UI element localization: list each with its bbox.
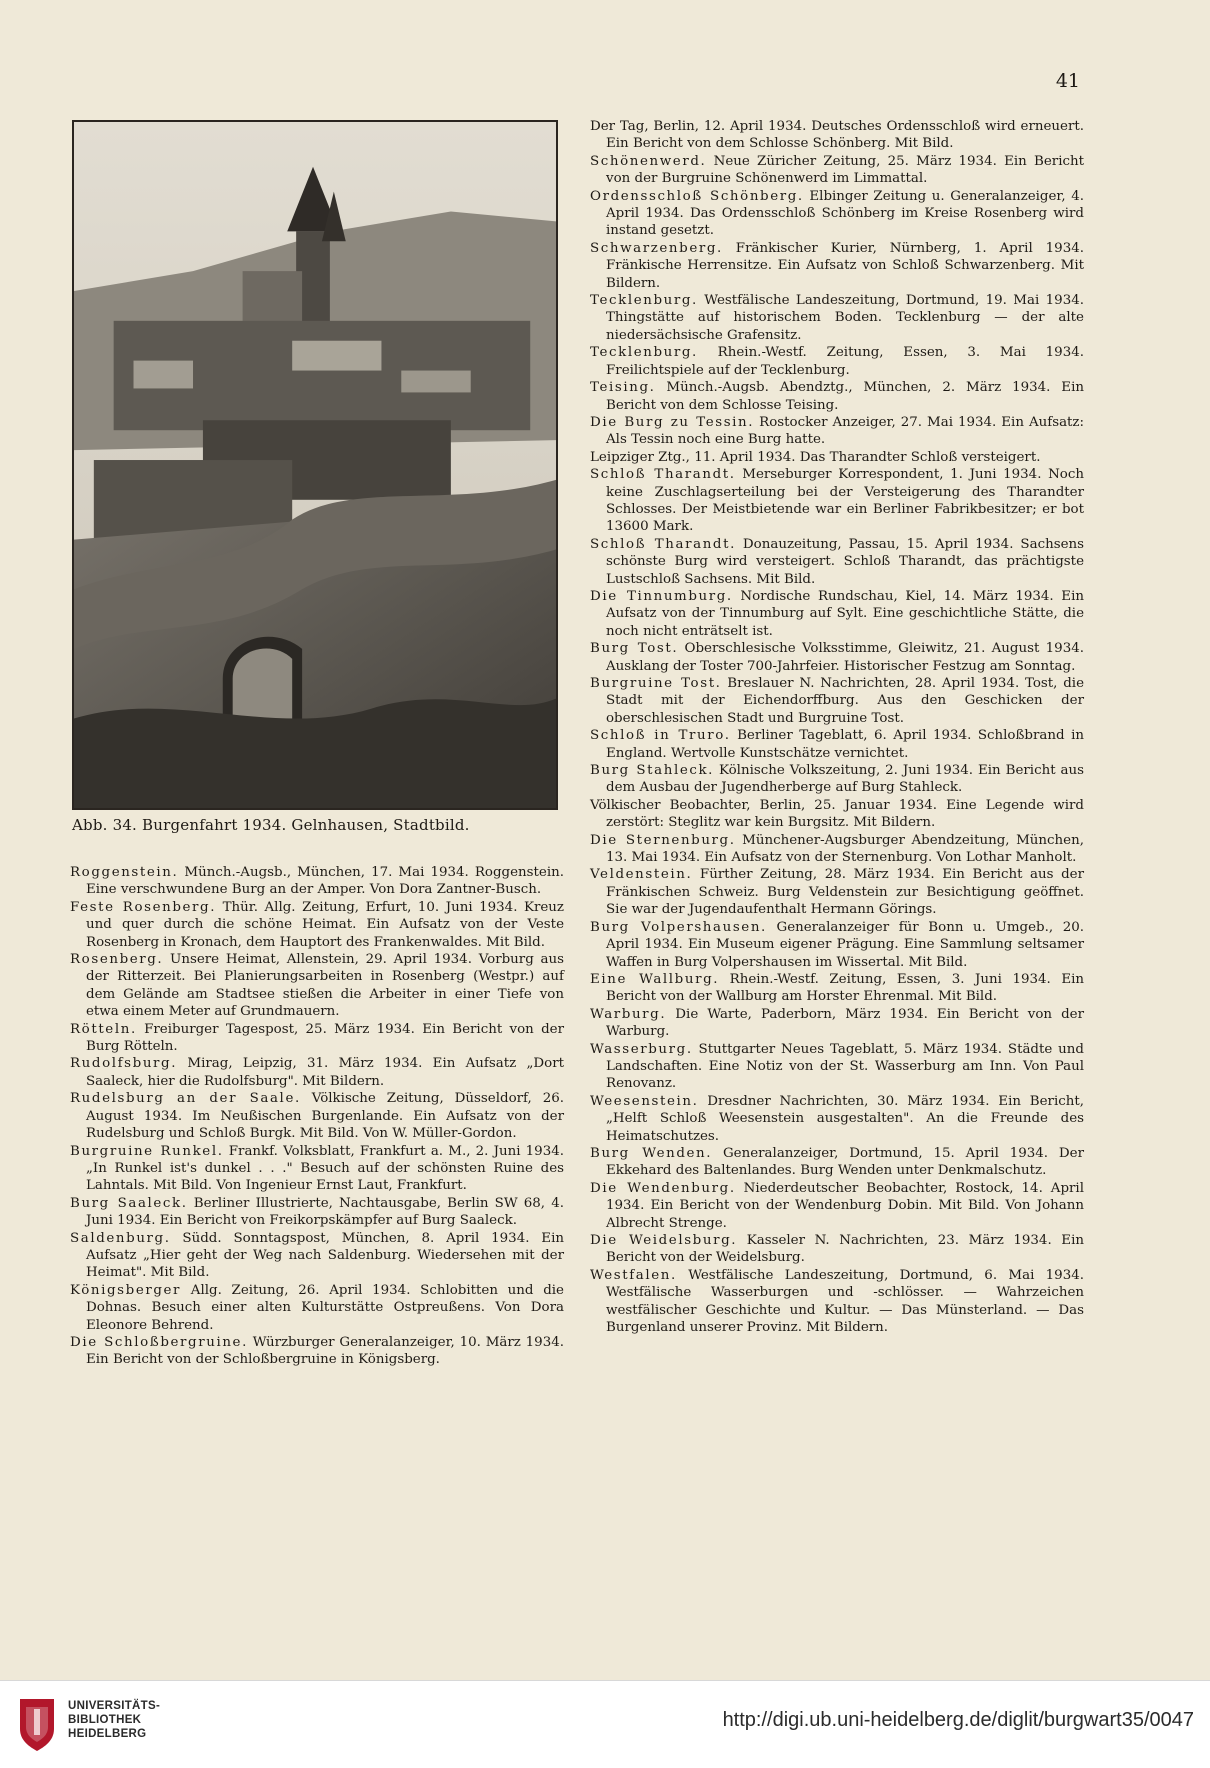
bibliography-entry [590, 866, 1084, 918]
entry-keyword: Die Wendenburg. [590, 1180, 736, 1196]
entry-keyword: Burgruine Tost. [590, 676, 722, 691]
entry-keyword: Die Sternenburg. [590, 832, 736, 848]
entry-text: Südd. Sonntagspost, München, 8. April 1934. Ein Aufsatz „Hier geht der Weg nach Saldenburg. Wiedersehen mit der Heimat". Mit Bild. [86, 1230, 564, 1281]
bibliography-entry [590, 449, 1084, 466]
entry-keyword: Burgruine Runkel. [70, 1143, 224, 1159]
entry-keyword: Saldenburg. [70, 1230, 171, 1246]
bibliography-entry [70, 1334, 564, 1369]
entry-text: Stuttgarter Neues Tageblatt, 5. März 1934. Städte und Landschaften. Eine Notiz von der St. Wasserburg am Inn. Von Paul Renovanz. [606, 1041, 1084, 1092]
entry-text: Würzburger Generalanzeiger, 10. März 1934. Ein Bericht von der Schloßbergruine in Königsberg. [86, 1334, 564, 1368]
entry-text: Unsere Heimat, Allenstein, 29. April 1934. Vorburg aus der Ritterzeit. Bei Planierungsarbeiten in Rosenberg (Westpr.) auf dem Gelände am Stadtsee stießen die Arbeiter in einer Tiefe von etwa einem Meter auf Grundmauern. [86, 952, 564, 1020]
bibliography-entry [70, 1195, 564, 1230]
source-url-link[interactable]: http://digi.ub.uni-heidelberg.de/diglit/burgwart35/0047 [722, 1709, 1194, 1731]
entry-keyword: Schloß in Truro. [590, 728, 731, 744]
entry-text: Völkische Zeitung, Düsseldorf, 26. August 1934. Im Neußischen Burgenlande. Ein Aufsatz von der Rudelsburg und Schloß Burgk. Mit Bild. Von W. Müller-Gordon. [86, 1091, 564, 1142]
bibliography-entry [590, 1041, 1084, 1093]
entry-text: Oberschlesische Volksstimme, Gleiwitz, 21. August 1934. Ausklang der Toster 700-Jahrfeier. Historischer Festzug am Sonntag. [606, 641, 1085, 674]
entry-text: Rhein.-Westf. Zeitung, Essen, 3. Mai 1934. Freilichtspiele auf der Tecklenburg. [606, 345, 1084, 378]
entry-text: Thür. Allg. Zeitung, Erfurt, 10. Juni 1934. Kreuz und quer durch die schöne Heimat. Ein Aufsatz von der Veste Rosenberg in Kronach, dem Hauptort des Frankenwaldes. Mit Bild. [86, 899, 564, 950]
entry-keyword: Rosenberg. [70, 952, 164, 968]
entry-text: Westfälische Landeszeitung, Dortmund, 6. Mai 1934. Westfälische Wasserburgen und -schlösser. — Wahrzeichen westfälischer Geschichte und Kultur. — Das Münsterland. — Das Burgenland unserer Provinz. Mit Bildern. [606, 1267, 1084, 1336]
entry-text: Leipziger Ztg., 11. April 1934. Das Tharandter Schloß versteigert. [590, 449, 1041, 465]
bibliography-entry [70, 899, 564, 951]
bibliography-entry [590, 344, 1084, 379]
entry-keyword: Königsberger [70, 1282, 182, 1298]
entry-text: Neue Züricher Zeitung, 25. März 1934. Ein Bericht von der Burgruine Schönenwerd im Limmattal. [606, 153, 1084, 187]
bibliography-entry [590, 588, 1084, 640]
bibliography-entry [70, 1282, 564, 1334]
entry-keyword: Burg Wenden. [590, 1145, 713, 1161]
entry-keyword: Burg Saaleck. [70, 1195, 188, 1211]
university-seal-icon [14, 1695, 60, 1753]
entry-text: Generalanzeiger für Bonn u. Umgeb., 20. April 1934. Ein Museum eigener Prägung. Eine Sammlung seltsamer Waffen in Burg Volpershausen im Wissertal. Mit Bild. [606, 919, 1084, 970]
bibliography-entry [590, 1006, 1084, 1041]
entry-text: Fränkischer Kurier, Nürnberg, 1. April 1934. Fränkische Herrensitze. Ein Aufsatz von Schloß Schwarzenberg. Mit Bildern. [606, 240, 1084, 291]
bibliography-entry [590, 971, 1084, 1006]
entry-keyword: Feste Rosenberg. [70, 899, 217, 915]
logo-line-3: HEIDELBERG [68, 1728, 147, 1740]
bibliography-entry [590, 762, 1084, 797]
library-name [68, 1699, 160, 1741]
bibliography-entry [590, 153, 1084, 188]
bibliography-entry [70, 1055, 564, 1090]
library-logo[interactable] [14, 1695, 214, 1755]
footer-bar [0, 1680, 1210, 1768]
bibliography-entry [590, 640, 1084, 675]
bibliography-entry [590, 379, 1084, 414]
page-number: 41 [1055, 70, 1080, 92]
entry-keyword: Rötteln. [70, 1021, 137, 1037]
bibliography-entry [590, 466, 1084, 536]
entry-text: Merseburger Korrespondent, 1. Juni 1934. Noch keine Zuschlagserteilung bei der Versteigerung des Tharandter Schlosses. Der Meistbietende war ein Berliner Fabrikbesitzer; er bot 13600 Mark. [606, 467, 1084, 535]
entry-text: Breslauer N. Nachrichten, 28. April 1934. Tost, die Stadt mit der Eichendorffburg. Aus den Geschicken der oberschlesischen Stadt und Burgruine Tost. [606, 676, 1084, 726]
entry-keyword: Die Weidelsburg. [590, 1233, 738, 1248]
entry-text: Kasseler N. Nachrichten, 23. März 1934. Ein Bericht von der Weidelsburg. [606, 1233, 1084, 1266]
entry-text: Rostocker Anzeiger, 27. Mai 1934. Ein Aufsatz: Als Tessin noch eine Burg hatte. [606, 414, 1085, 448]
entry-keyword: Tecklenburg. [590, 345, 698, 361]
left-column [70, 864, 564, 1369]
entry-keyword: Ordensschloß Schönberg. [590, 188, 804, 204]
bibliography-entry [590, 797, 1084, 832]
bibliography-entry [590, 188, 1084, 240]
bibliography-entry [590, 727, 1084, 762]
entry-text: Völkischer Beobachter, Berlin, 25. Januar 1934. Eine Legende wird zerstört: Steglitz war kein Burgsitz. Mit Bildern. [590, 797, 1084, 831]
entry-text: Westfälische Landeszeitung, Dortmund, 19. Mai 1934. Thingstätte auf historischem Boden. Tecklenburg — der alte niedersächsische Grafensitz. [606, 293, 1084, 343]
entry-keyword: Schwarzenberg. [590, 240, 723, 256]
bibliography-entry [70, 864, 564, 899]
bibliography-entry [590, 675, 1084, 727]
entry-text: Der Tag, Berlin, 12. April 1934. Deutsches Ordensschloß wird erneuert. Ein Bericht von dem Schlosse Schönberg. Mit Bild. [590, 119, 1084, 152]
entry-keyword: Warburg. [590, 1006, 667, 1022]
logo-line-1: UNIVERSITÄTS- [68, 1700, 161, 1712]
bibliography-entry [590, 1267, 1084, 1337]
photograph-gelnhausen [72, 120, 558, 810]
right-column [590, 118, 1084, 1336]
entry-text: Berliner Tageblatt, 6. April 1934. Schloßbrand in England. Wertvolle Kunstschätze vernichtet. [606, 728, 1085, 761]
entry-text: Berliner Illustrierte, Nachtausgabe, Berlin SW 68, 4. Juni 1934. Ein Bericht von Freikorpskämpfer auf Burg Saaleck. [86, 1195, 564, 1229]
entry-text: Nordische Rundschau, Kiel, 14. März 1934. Ein Aufsatz von der Tinnumburg auf Sylt. Eine geschichtliche Stätte, die noch nicht enträtselt ist. [606, 588, 1084, 639]
bibliography-entry [70, 1021, 564, 1056]
entry-text: Fürther Zeitung, 28. März 1934. Ein Bericht aus der Fränkischen Schweiz. Burg Veldenstein zur Besichtigung geöffnet. Sie war der Jugendaufenthalt Hermann Görings. [606, 867, 1084, 918]
entry-keyword: Westfalen. [590, 1267, 677, 1283]
logo-line-2: BIBLIOTHEK [68, 1714, 142, 1726]
entry-keyword: Die Schloßbergruine. [70, 1334, 248, 1350]
entry-text: Kölnische Volkszeitung, 2. Juni 1934. Ein Bericht aus dem Ausbau der Jugendherberge auf Burg Stahleck. [606, 763, 1084, 796]
entry-keyword: Die Tinnumburg. [590, 588, 733, 604]
entry-text: Frankf. Volksblatt, Frankfurt a. M., 2. Juni 1934. „In Runkel ist's dunkel . . ." Besuch auf der schönsten Ruine des Lahntals. Mit Bild. Von Ingenieur Ernst Laut, Frankfurt. [86, 1143, 564, 1194]
entry-text: Freiburger Tagespost, 25. März 1934. Ein Bericht von der Burg Rötteln. [86, 1021, 564, 1055]
figure-caption: Abb. 34. Burgenfahrt 1934. Gelnhausen, Stadtbild. [72, 816, 470, 834]
bibliography-entry [590, 1180, 1084, 1232]
entry-keyword: Teising. [590, 380, 656, 396]
entry-keyword: Rudolfsburg. [70, 1056, 178, 1072]
bibliography-entry [70, 1230, 564, 1282]
bibliography-entry [590, 1232, 1084, 1267]
entry-keyword: Burg Volpershausen. [590, 919, 767, 935]
entry-keyword: Eine Wallburg. [590, 971, 720, 987]
entry-keyword: Die Burg zu Tessin. [590, 414, 755, 430]
entry-text: Münch.-Augsb., München, 17. Mai 1934. Roggenstein. Eine verschwundene Burg an der Amper. Von Dora Zantner-Busch. [86, 865, 564, 898]
entry-text: Die Warte, Paderborn, März 1934. Ein Bericht von der Warburg. [606, 1006, 1084, 1040]
entry-keyword: Wasserburg. [590, 1041, 693, 1057]
entry-keyword: Tecklenburg. [590, 293, 698, 309]
entry-text: Allg. Zeitung, 26. April 1934. Schlobitten und die Dohnas. Besuch einer alten Kulturstätte Ostpreußens. Von Dora Eleonore Behrend. [86, 1282, 564, 1333]
entry-keyword: Schönenwerd. [590, 153, 707, 169]
entry-keyword: Burg Stahleck. [590, 763, 715, 779]
bibliography-entry [590, 118, 1084, 153]
entry-keyword: Schloß Tharandt. [590, 536, 736, 552]
entry-text: Dresdner Nachrichten, 30. März 1934. Ein Bericht, „Helft Schloß Weesenstein ausgestalten". An die Freunde des Heimatschutzes. [606, 1093, 1084, 1144]
entry-keyword: Roggenstein. [70, 865, 179, 880]
entry-text: Generalanzeiger, Dortmund, 15. April 1934. Der Ekkehard des Baltenlandes. Burg Wenden unter Denkmalschutz. [606, 1145, 1084, 1179]
bibliography-entry [590, 536, 1084, 588]
entry-keyword: Schloß Tharandt. [590, 467, 736, 483]
entry-text: Münchener-Augsburger Abendzeitung, München, 13. Mai 1934. Ein Aufsatz von der Sternenburg. Von Lothar Manholt. [606, 832, 1084, 866]
bibliography-entry [590, 292, 1084, 344]
entry-keyword: Weesenstein. [590, 1093, 699, 1109]
bibliography-entry [70, 1090, 564, 1142]
bibliography-entry [590, 832, 1084, 867]
entry-text: Mirag, Leipzig, 31. März 1934. Ein Aufsatz „Dort Saaleck, hier die Rudolfsburg". Mit Bildern. [86, 1056, 564, 1089]
bibliography-entry [590, 240, 1084, 292]
entry-text: Niederdeutscher Beobachter, Rostock, 14. April 1934. Ein Bericht von der Wendenburg Dobin. Mit Bild. Von Johann Albrecht Strenge. [606, 1180, 1084, 1231]
entry-text: Münch.-Augsb. Abendztg., München, 2. März 1934. Ein Bericht von dem Schlosse Teising. [606, 380, 1084, 413]
bibliography-entry [70, 951, 564, 1021]
bibliography-entry [590, 919, 1084, 971]
photo-illustration [74, 122, 556, 808]
bibliography-entry [590, 1145, 1084, 1180]
entry-keyword: Rudelsburg an der Saale. [70, 1091, 301, 1107]
bibliography-entry [590, 1093, 1084, 1145]
entry-keyword: Burg Tost. [590, 641, 679, 657]
bibliography-entry [70, 1143, 564, 1195]
entry-keyword: Veldenstein. [590, 867, 693, 883]
entry-text: Elbinger Zeitung u. Generalanzeiger, 4. April 1934. Das Ordensschloß Schönberg im Kreise Rosenberg wird instand gesetzt. [606, 188, 1084, 239]
entry-text: Rhein.-Westf. Zeitung, Essen, 3. Juni 1934. Ein Bericht von der Wallburg am Horster Ehrenmal. Mit Bild. [606, 971, 1085, 1005]
entry-text: Donauzeitung, Passau, 15. April 1934. Sachsens schönste Burg wird versteigert. Schloß Tharandt, das prächtigste Lustschloß Sachsens. Mit Bild. [606, 536, 1085, 587]
bibliography-entry [590, 414, 1084, 449]
